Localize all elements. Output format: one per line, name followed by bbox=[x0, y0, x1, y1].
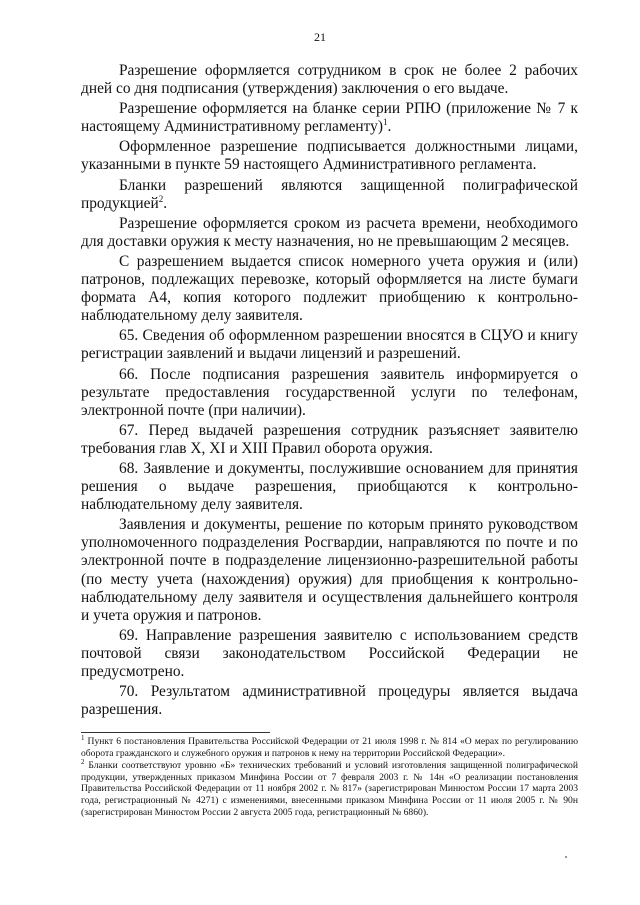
footnote-reference[interactable]: 2 bbox=[158, 193, 164, 204]
paragraph-text: Разрешение оформляется на бланке серии РПЮ (приложение № 7 к настоящему Административному регламенту) bbox=[81, 100, 578, 136]
footnote-reference[interactable]: 1 bbox=[383, 117, 388, 128]
paragraph-text: 65. Сведения об оформленном разрешении вносятся в СЦУО и книгу регистрации заявлений и выдачи лицензий и разрешений. bbox=[81, 327, 578, 363]
paragraph-text: С разрешением выдается список номерного учета оружия и (или) патронов, подлежащих перевозке, который оформляется на листе бумаги формата А4, копия которого подлежит приобщению к контрольно-наблюдательному делу заявителя. bbox=[81, 252, 578, 325]
paragraph-text: 70. Результатом административной процедуры является выдача разрешения. bbox=[81, 683, 578, 719]
paragraph bbox=[81, 177, 578, 213]
paragraph bbox=[81, 62, 578, 98]
paragraph-text: Бланки разрешений являются защищенной полиграфической продукцией bbox=[81, 176, 578, 212]
paragraph bbox=[81, 215, 578, 251]
paragraph bbox=[81, 253, 578, 325]
paragraph bbox=[81, 516, 578, 625]
footnote bbox=[81, 760, 578, 818]
footnote bbox=[81, 733, 578, 759]
footnote-mark: 1 bbox=[81, 733, 85, 742]
paragraph-item-67 bbox=[81, 422, 578, 458]
page-number: 21 bbox=[314, 30, 326, 44]
paragraph bbox=[81, 100, 578, 136]
paragraph-text: Разрешение оформляется сроком из расчета времени, необходимого для доставки оружия к месту назначения, но не превышающим 2 месяцев. bbox=[81, 214, 578, 250]
footnote-text: Пункт 6 постановления Правительства Российской Федерации от 21 июля 1998 г. № 814 «О мерах по регулированию оборота гражданского и служебного оружия и патронов к нему на территории Российской Федерации». bbox=[81, 736, 578, 759]
footnote-mark: 2 bbox=[81, 758, 85, 766]
paragraph-item-69 bbox=[81, 627, 578, 681]
paragraph-item-70 bbox=[81, 683, 578, 719]
paragraph-text-end: . bbox=[163, 194, 168, 212]
paragraph-text: 67. Перед выдачей разрешения сотрудник разъясняет заявителю требования глав X, XI и XIII Правил оборота оружия. bbox=[81, 421, 578, 457]
body-text bbox=[81, 62, 578, 721]
paragraph-text: Заявления и документы, решение по которым принято руководством уполномоченного подразделения Росгвардии, направляются по почте и по электронной почте в подразделение лицензионно-разрешительной работы (по месту учета (нахождения) оружия) для приобщения к контрольно-наблюдательному делу заявителя и осуществления дальнейшего контроля и учета оружия и патронов. bbox=[81, 516, 578, 624]
footnote-text: Бланки соответствуют уровню «Б» технических требований и условий изготовления защищенной полиграфической продукции, утвержденных приказом Минфина России от 7 февраля 2003 г. № 14н «О реализации постановления Правительства Российской Федерации от 11 ноября 2002 г. № 817» (зарегистрирован Минюстом России 17 марта 2003 года, регистрационный № 4271) с изменениями, внесенными приказом Минфина России от 11 июля 2005 г. № 90н (зарегистрирован Минюстом России 2 августа 2005 года, регистрационный № 6860). bbox=[81, 760, 578, 818]
paragraph-text: Оформленное разрешение подписывается должностными лицами, указанными в пункте 59 настоящего Административного регламента. bbox=[81, 138, 578, 174]
paragraph-text-end: . bbox=[387, 118, 392, 136]
paragraph-item-66 bbox=[81, 366, 578, 420]
paragraph-text: 68. Заявление и документы, послужившие основанием для принятия решения о выдаче разрешения, приобщаются к контрольно-наблюдательному делу заявителя. bbox=[81, 459, 578, 514]
scan-artifact-dot bbox=[565, 856, 567, 858]
footnote-divider bbox=[81, 732, 270, 733]
footnotes bbox=[81, 733, 578, 819]
paragraph-text: Разрешение оформляется сотрудником в срок не более 2 рабочих дней со дня подписания (утверждения) заключения о его выдаче. bbox=[81, 62, 578, 98]
paragraph-text: 66. После подписания разрешения заявитель информируется о результате предоставления государственной услуги по телефонам, электронной почте (при наличии). bbox=[81, 365, 578, 419]
paragraph-text: 69. Направление разрешения заявителю с использованием средств почтовой связи законодательством Российской Федерации не предусмотрено. bbox=[81, 626, 578, 680]
paragraph-item-68 bbox=[81, 460, 578, 514]
paragraph-item-65 bbox=[81, 327, 578, 363]
paragraph bbox=[81, 138, 578, 174]
